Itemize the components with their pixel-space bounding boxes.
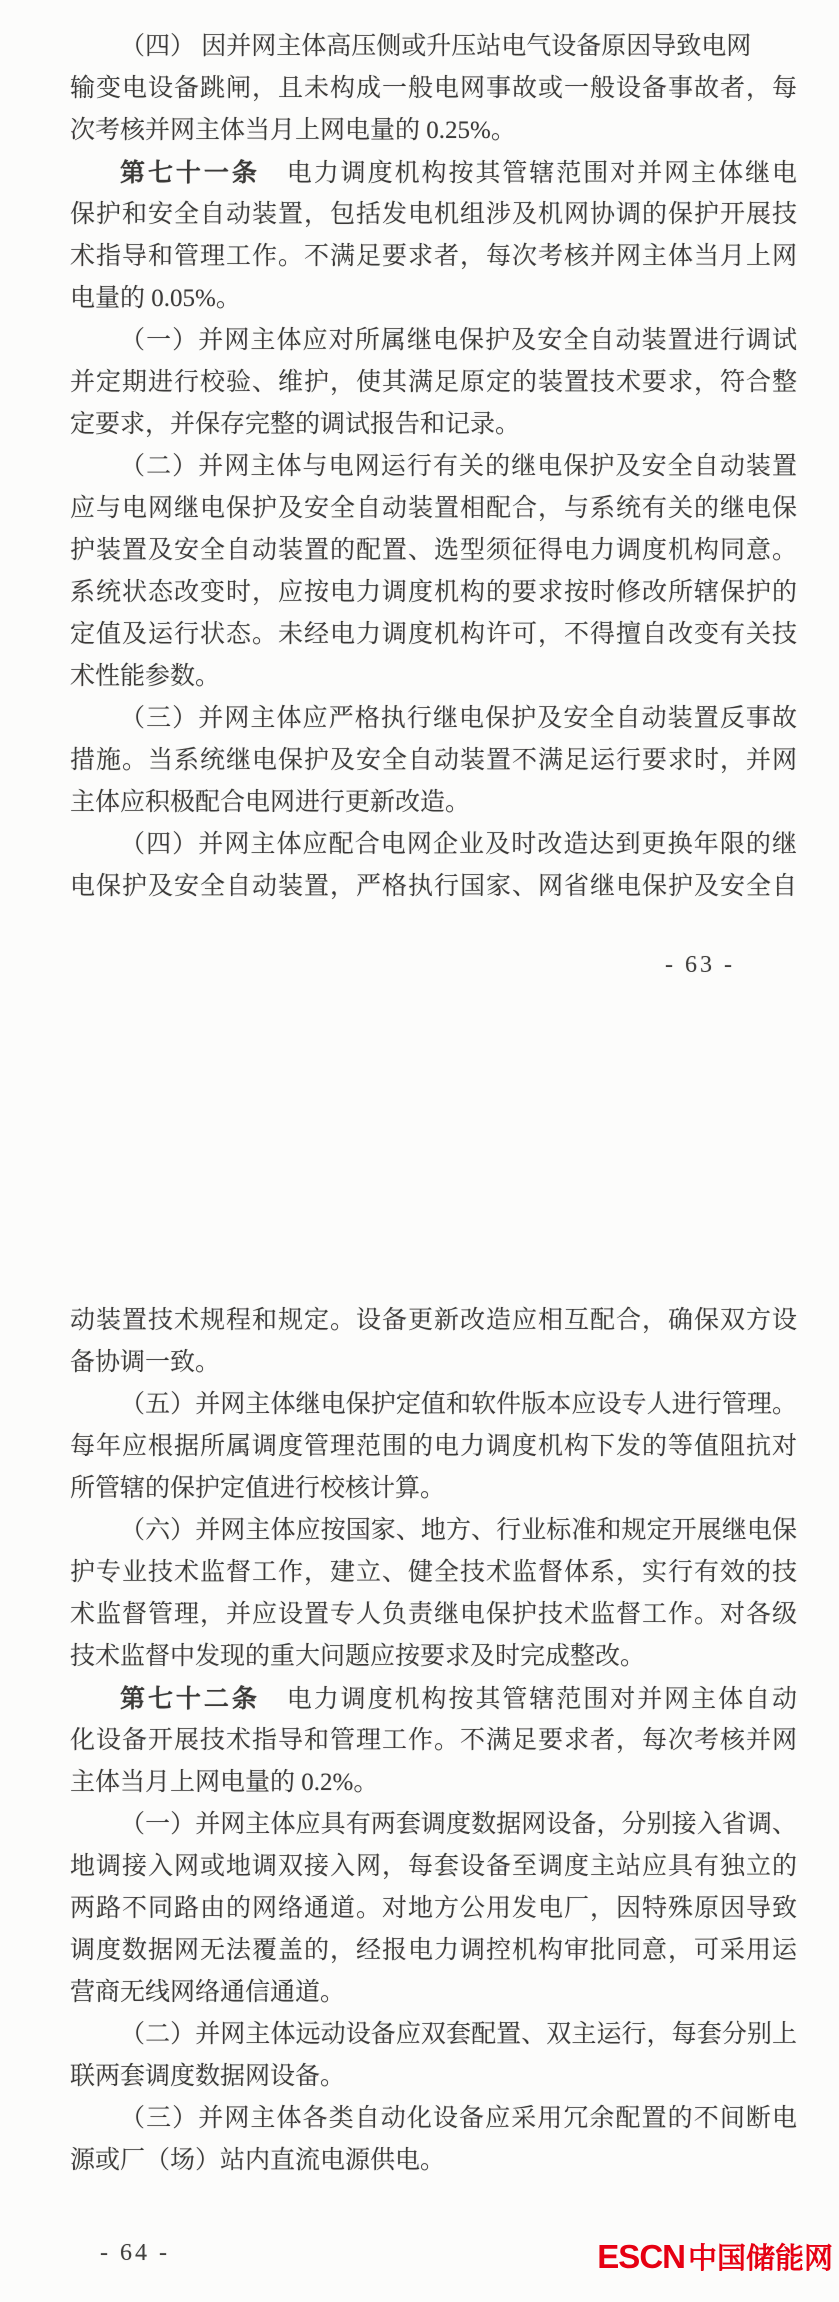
text-line [70,194,797,236]
line-text: （六）并网主体应按国家、地方、行业标准和规定开展继电保 [120,1517,797,1544]
line-text: 系统状态改变时，应按电力调度机构的要求按时修改所辖保护的 [70,579,797,606]
line-text: 备协调一致。 [70,1349,221,1376]
line-text: 每年应根据所属调度管理范围的电力调度机构下发的等值阻抗对 [70,1433,797,1460]
text-line [70,362,797,404]
line-text: 术监督管理，并应设置专人负责继电保护技术监督工作。对各级 [70,1601,797,1628]
text-line [70,782,797,824]
line-text: 动装置技术规程和规定。设备更新改造应相互配合，确保双方设 [70,1307,797,1334]
line-text: （五）并网主体继电保护定值和软件版本应设专人进行管理。 [120,1391,797,1418]
line-text: 电力调度机构按其管辖范围对并网主体自动 [259,1686,797,1713]
text-line [70,278,797,320]
line-text: 术指导和管理工作。不满足要求者，每次考核并网主体当月上网 [70,243,797,270]
line-text: （三）并网主体应严格执行继电保护及安全自动装置反事故 [120,705,797,732]
line-text: 电力调度机构按其管辖范围对并网主体继电 [259,160,797,187]
text-line [70,320,797,362]
line-text: 定值及运行状态。未经电力调度机构许可，不得擅自改变有关技 [70,621,797,648]
article-term: 第七十一条 [120,159,260,187]
text-line [70,26,797,68]
escn-logo [597,2236,833,2277]
line-text: 调度数据网无法覆盖的，经报电力调控机构审批同意，可采用运 [70,1937,797,1964]
text-line [70,1300,797,1342]
text-line [70,1426,797,1468]
line-text: 护专业技术监督工作，建立、健全技术监督体系，实行有效的技 [70,1559,797,1586]
text-line [70,740,797,782]
text-line [70,110,797,152]
text-line [70,1468,797,1510]
line-text: （一）并网主体应对所属继电保护及安全自动装置进行调试 [120,327,797,354]
line-text: 地调接入网或地调双接入网，每套设备至调度主站应具有独立的 [70,1853,797,1880]
line-text: 电保护及安全自动装置，严格执行国家、网省继电保护及安全自 [70,873,797,900]
logo-escn-text: ESCN [597,2238,685,2275]
line-text: 技术监督中发现的重大问题应按要求及时完成整改。 [70,1643,646,1670]
line-text: （四） 因并网主体高压侧或升压站电气设备原因导致电网 [120,33,752,60]
text-line [70,152,797,194]
line-text: 电量的 0.05%。 [70,285,241,312]
text-line [70,1342,797,1384]
line-text: （一）并网主体应具有两套调度数据网设备，分别接入省调、 [120,1811,797,1838]
line-text: 输变电设备跳闸，且未构成一般电网事故或一般设备事故者，每 [70,75,797,102]
text-line [70,68,797,110]
text-line [70,2140,797,2182]
text-line [70,404,797,446]
text-line [70,614,797,656]
page-64-text-block [70,1300,797,2182]
text-line [70,1720,797,1762]
line-text: 联两套调度数据网设备。 [70,2063,346,2090]
text-line [70,1762,797,1804]
line-text: 主体当月上网电量的 0.2%。 [70,1769,379,1796]
text-line [70,1930,797,1972]
text-line [70,1678,797,1720]
text-line [70,1552,797,1594]
text-line [70,2098,797,2140]
text-line [70,1384,797,1426]
line-text: （三）并网主体各类自动化设备应采用冗余配置的不间断电 [120,2105,797,2132]
text-line [70,1636,797,1678]
text-line [70,1804,797,1846]
text-line [70,1846,797,1888]
text-line [70,488,797,530]
article-term: 第七十二条 [120,1685,260,1713]
text-line [70,656,797,698]
text-line [70,824,797,866]
line-text: 保护和安全自动装置，包括发电机组涉及机网协调的保护开展技 [70,201,797,228]
text-line [70,1972,797,2014]
line-text: 源或厂（场）站内直流电源供电。 [70,2147,446,2174]
text-line [70,530,797,572]
text-line [70,572,797,614]
logo-chinese-text: 中国储能网 [687,2243,833,2275]
line-text: 并定期进行校验、维护，使其满足原定的装置技术要求，符合整 [70,369,797,396]
line-text: 营商无线网络通信通道。 [70,1979,346,2006]
line-text: 定要求，并保存完整的调试报告和记录。 [70,411,521,438]
text-line [70,236,797,278]
line-text: 两路不同路由的网络通道。对地方公用发电厂，因特殊原因导致 [70,1895,797,1922]
line-text: （四）并网主体应配合电网企业及时改造达到更换年限的继 [120,831,797,858]
line-text: 护装置及安全自动装置的配置、选型须征得电力调度机构同意。 [70,537,797,564]
line-text: 术性能参数。 [70,663,221,690]
text-line [70,2014,797,2056]
text-line [70,446,797,488]
page-number-64: - 64 - [100,2240,170,2266]
text-line [70,1594,797,1636]
text-line [70,2056,797,2098]
line-text: （二）并网主体与电网运行有关的继电保护及安全自动装置 [120,453,797,480]
page-number-63: - 63 - [665,952,735,978]
line-text: （二）并网主体远动设备应双套配置、双主运行，每套分别上 [120,2021,797,2048]
line-text: 应与电网继电保护及安全自动装置相配合，与系统有关的继电保 [70,495,797,522]
line-text: 化设备开展技术指导和管理工作。不满足要求者，每次考核并网 [70,1727,797,1754]
line-text: 次考核并网主体当月上网电量的 0.25%。 [70,117,516,144]
line-text: 主体应积极配合电网进行更新改造。 [70,789,471,816]
page-63-text-block [70,26,797,908]
line-text: 措施。当系统继电保护及安全自动装置不满足运行要求时，并网 [70,747,797,774]
text-line [70,1888,797,1930]
text-line [70,866,797,908]
line-text: 所管辖的保护定值进行校核计算。 [70,1475,446,1502]
text-line [70,1510,797,1552]
text-line [70,698,797,740]
